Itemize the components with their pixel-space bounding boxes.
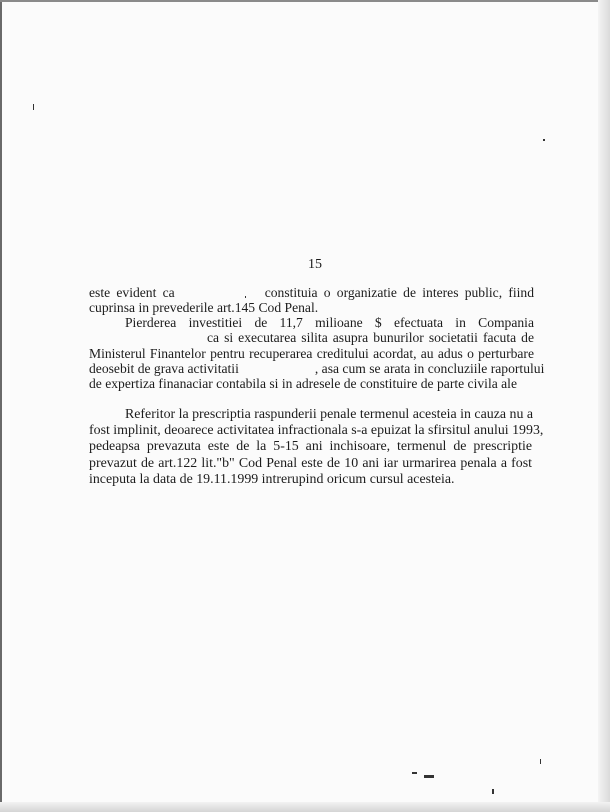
paragraph-3-line-5: inceputa la data de 19.11.1999 intrerupind oricum cursul acesteia. — [89, 471, 455, 487]
scan-speck — [492, 789, 494, 794]
scan-speck — [33, 104, 34, 110]
text-fragment: deosebit de grava activitatii — [89, 360, 239, 376]
scan-speck — [424, 775, 434, 778]
paragraph-1-line-1 — [89, 285, 534, 300]
paragraph-3-line-3: pedeapsa prevazuta este de la 5-15 ani inchisoare, termenul de prescriptie — [89, 439, 532, 455]
page-shadow-right — [598, 0, 610, 812]
text-fragment: , asa cum se arata in concluziile raportului — [314, 360, 545, 376]
paragraph-3 — [89, 407, 544, 488]
page-number: 15 — [308, 257, 322, 272]
paragraph-2-line-5: de expertiza finanaciar contabila si in adresele de constituire de parte civila ale — [89, 376, 517, 392]
page-frame-left — [0, 0, 2, 812]
paragraph-2-line-3: Ministerul Finantelor pentru recuperarea creditului acordat, au adus o perturbare — [89, 345, 534, 361]
paragraph-3-line-4: prevazut de art.122 lit."b" Cod Penal este de 10 ani iar urmarirea penala a fost — [89, 455, 532, 471]
text-fragment: constituia o organizatie de interes public, fiind — [264, 285, 534, 300]
scan-speck — [543, 139, 545, 141]
page-shadow-bottom — [0, 802, 610, 812]
scan-speck — [412, 772, 417, 774]
paragraph-2-line-1: Pierderea investitiei de 11,7 milioane $ efectuata in Compania — [125, 315, 534, 330]
paragraph-1 — [89, 285, 534, 316]
page-frame-top — [0, 0, 610, 2]
paragraph-3-line-2: fost implinit, deoarece activitatea infractionala s-a epuizat la sfirsitul anului 1993, — [89, 423, 544, 439]
paragraph-3-line-1: Referitor la prescriptia raspunderii penale termenul acesteia in cauza nu a — [125, 407, 534, 422]
text-fragment: este evident ca — [89, 285, 175, 300]
scan-speck — [540, 759, 541, 764]
paragraph-2 — [89, 315, 545, 392]
paragraph-2-line-2: ca si executarea silita asupra bunurilor societatii facuta de — [207, 330, 534, 346]
paragraph-2-line-4 — [89, 360, 545, 376]
paragraph-1-line-2: cuprinsa in prevederile art.145 Cod Penal. — [89, 300, 319, 316]
